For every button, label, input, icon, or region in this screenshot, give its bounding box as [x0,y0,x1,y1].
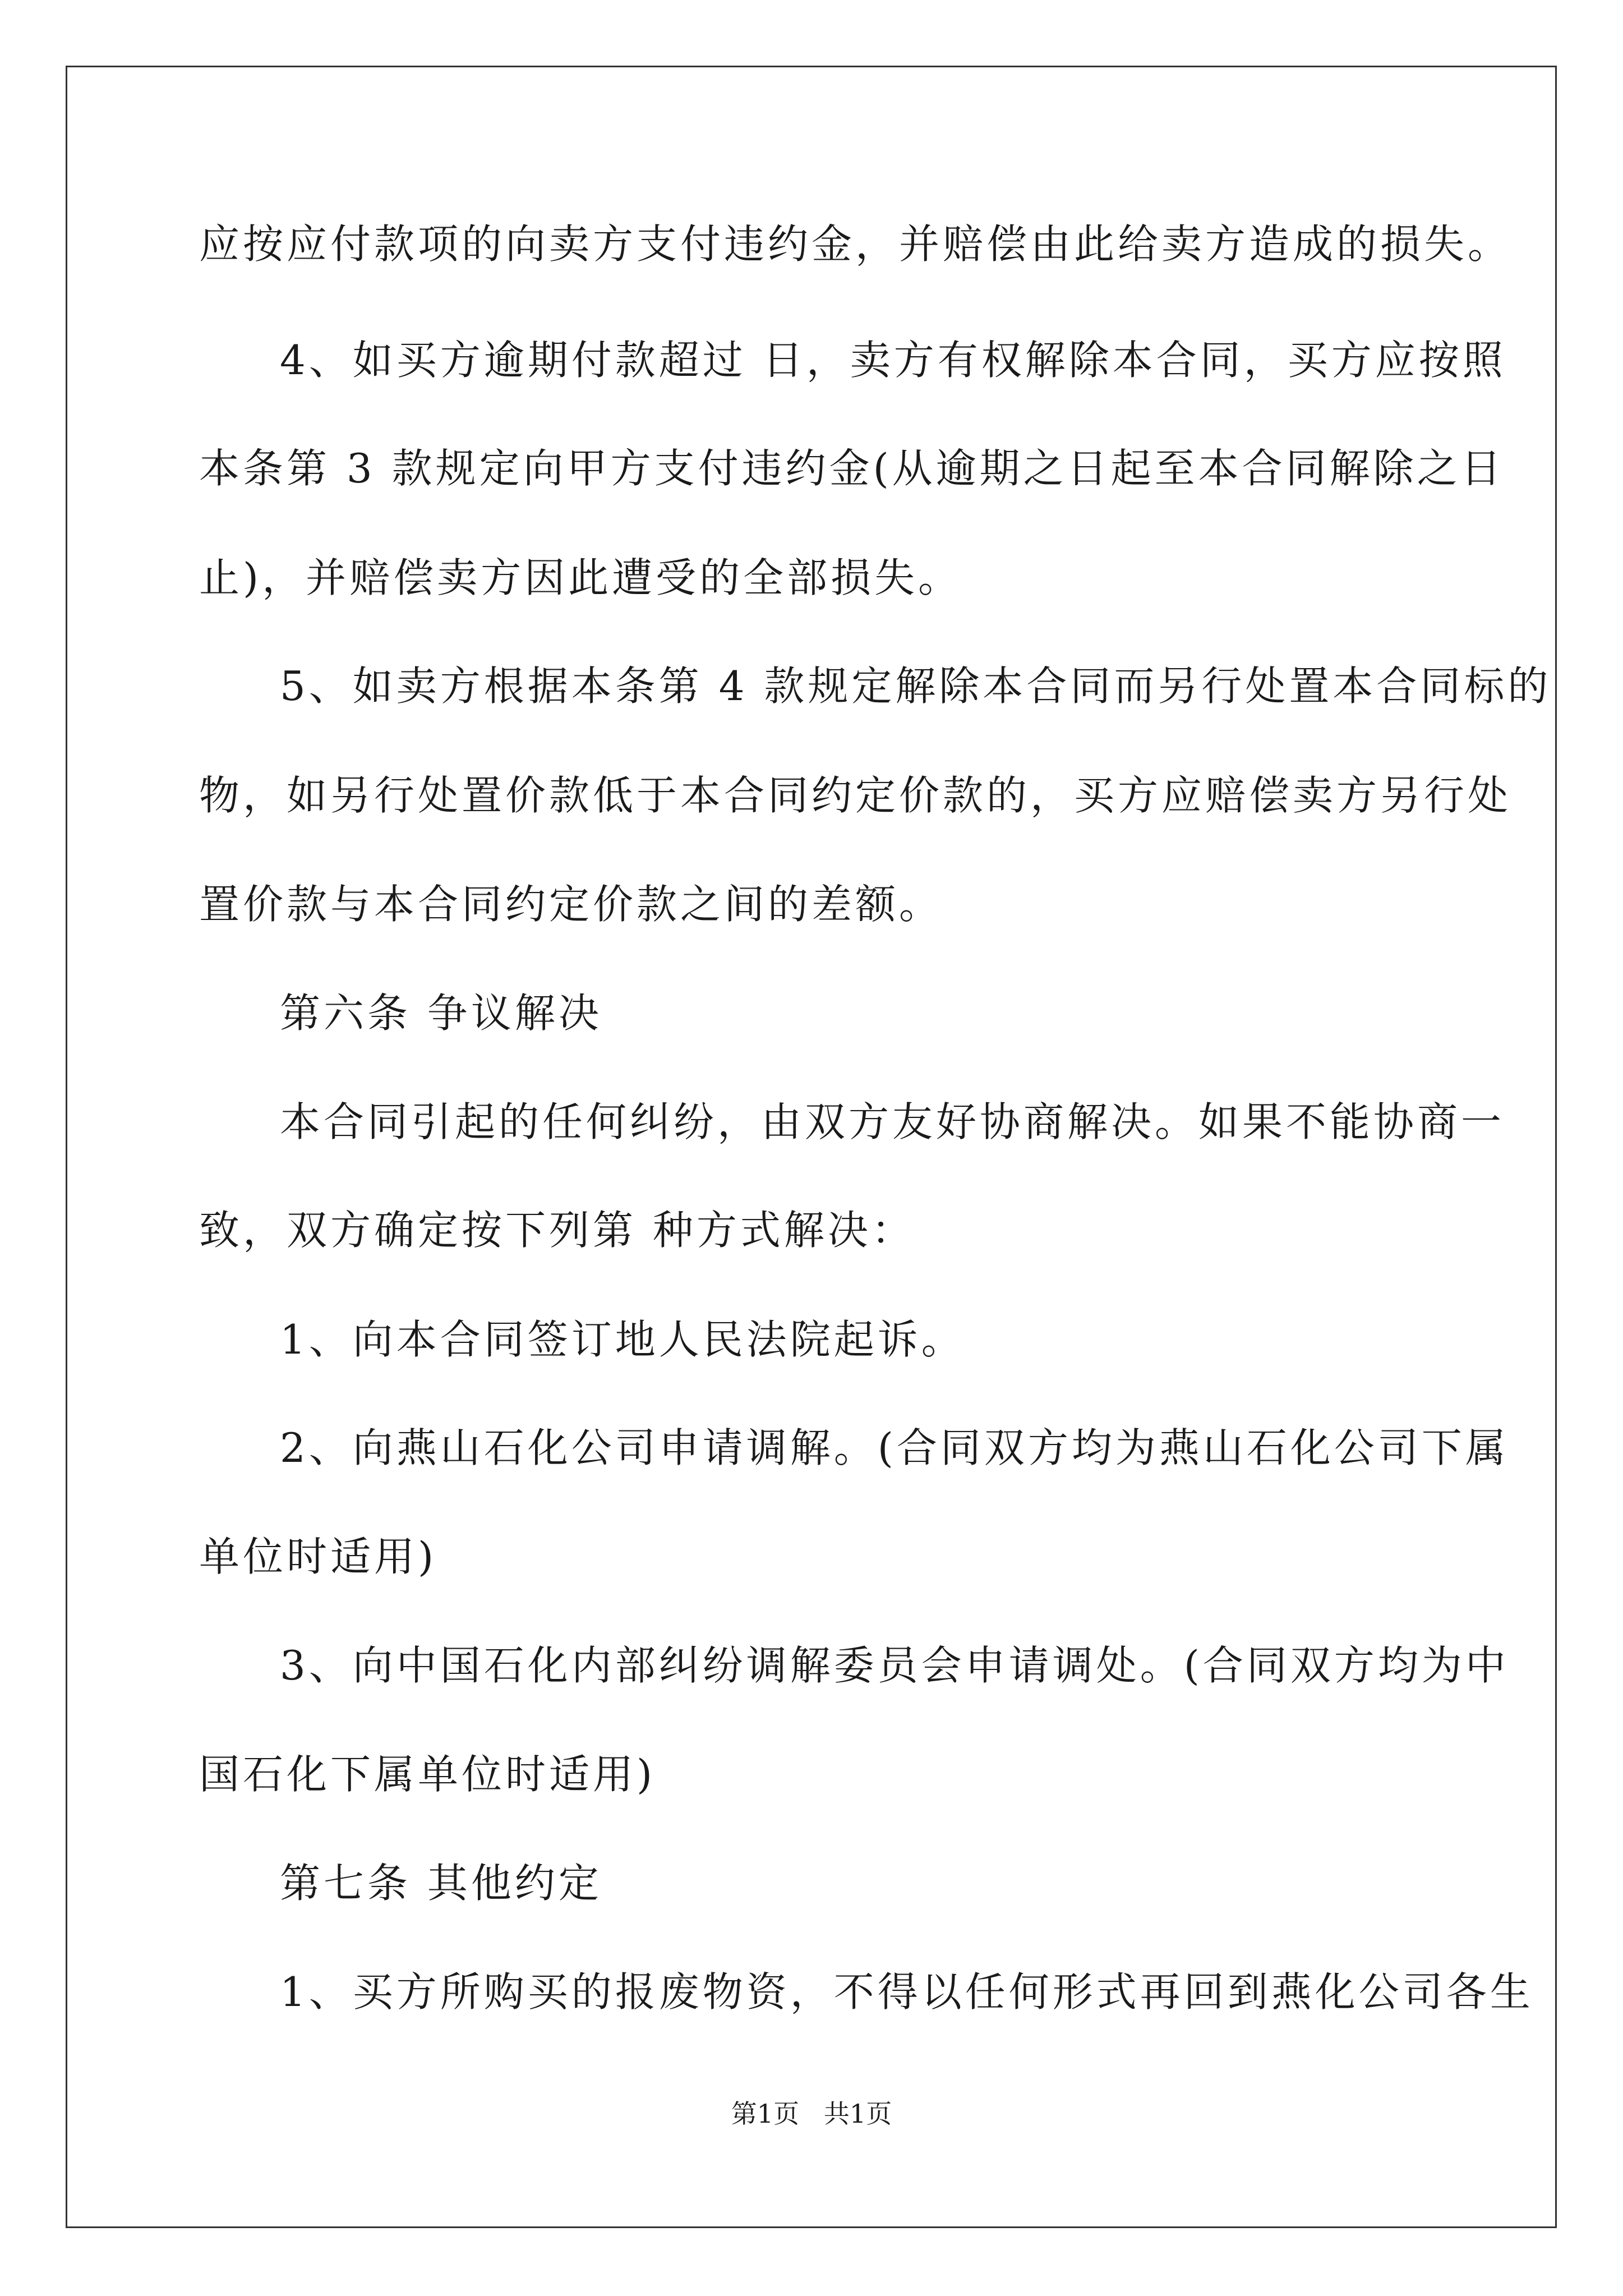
section-heading: 第六条 争议解决 [280,990,602,1037]
text-line: 止)，并赔偿卖方因此遭受的全部损失。 [199,554,962,601]
text-line: 1、买方所购买的报废物资，不得以任何形式再回到燕化公司各生 [280,1968,1534,2016]
text-line: 致，双方确定按下列第 种方式解决： [199,1207,915,1254]
text-line: 置价款与本合同约定价款之间的差额。 [199,881,943,928]
text-line: 1、向本合同签订地人民法院起诉。 [280,1316,965,1363]
text-line: 2、向燕山石化公司申请调解。(合同双方均为燕山石化公司下属 [280,1424,1509,1471]
text-line: 本合同引起的任何纠纷，由双方友好协商解决。如果不能协商一 [280,1098,1505,1145]
text-line: 国石化下属单位时适用) [199,1751,656,1798]
text-line: 单位时适用) [199,1533,437,1580]
text-line: 应按应付款项的向卖方支付违约金，并赔偿由此给卖方造成的损失。 [199,220,1512,268]
text-line: 4、如买方逾期付款超过 日，卖方有权解除本合同，买方应按照 [280,337,1506,384]
text-line: 3、向中国石化内部纠纷调解委员会申请调处。(合同双方均为中 [280,1642,1509,1689]
page-footer: 第1页 共1页 [731,2099,892,2129]
text-line: 5、如卖方根据本条第 4 款规定解除本合同而另行处置本合同标的 [280,662,1552,710]
section-heading: 第七条 其他约定 [280,1860,602,1907]
text-line: 物，如另行处置价款低于本合同约定价款的，买方应赔偿卖方另行处 [199,772,1512,819]
text-line: 本条第 3 款规定向甲方支付违约金(从逾期之日起至本合同解除之日 [199,445,1505,492]
